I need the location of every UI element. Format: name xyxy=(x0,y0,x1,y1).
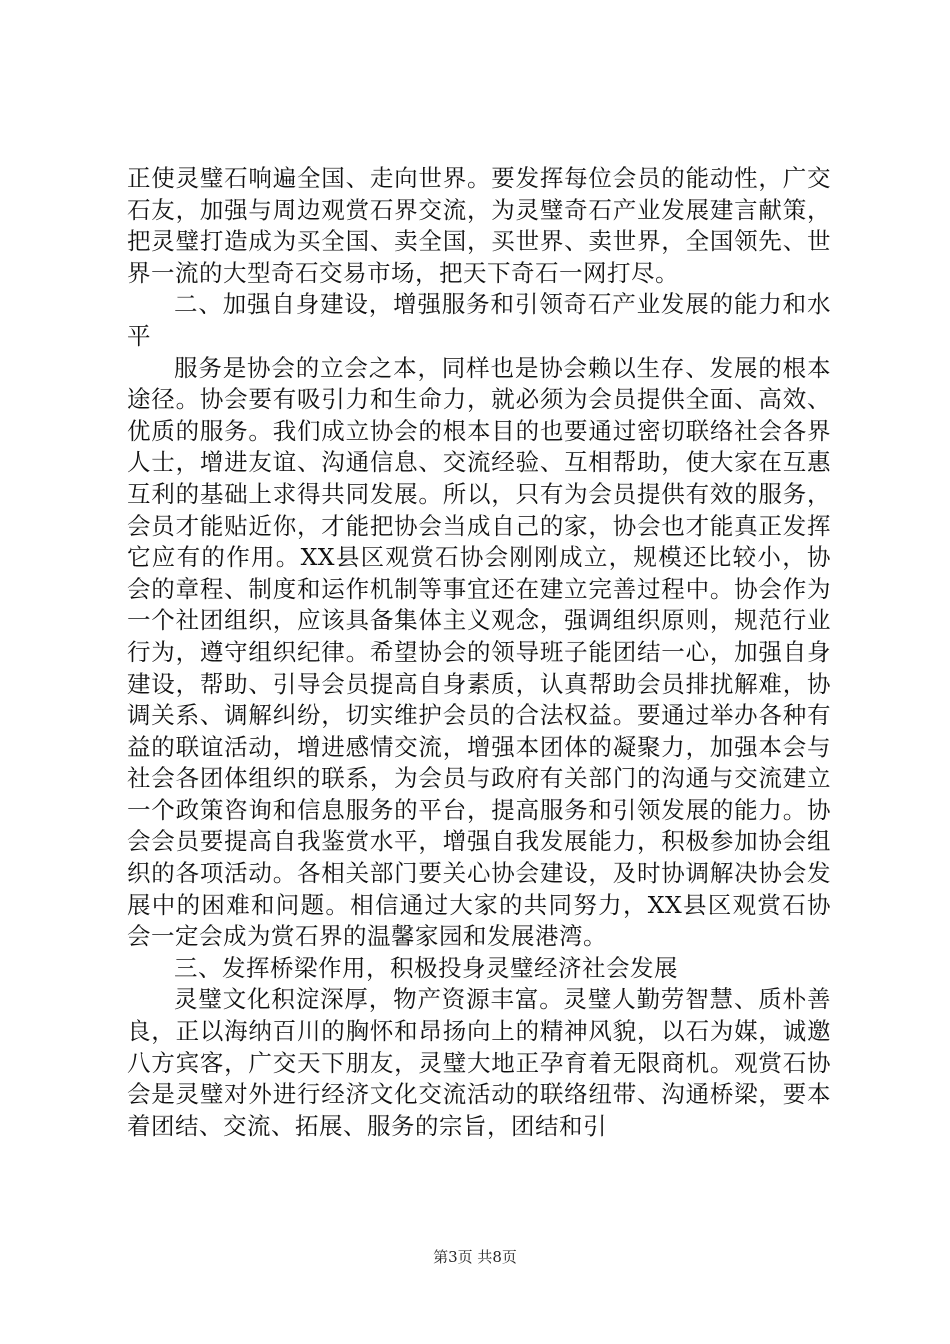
page-footer: 第3页 共8页 xyxy=(433,1248,517,1266)
body-paragraph: 灵璧文化积淀深厚，物产资源丰富。灵璧人勤劳智慧、质朴善良，正以海纳百川的胸怀和昂扬向上的精神风貌，以石为媒，诚邀八方宾客，广交天下朋友，灵璧大地正孕育着无限商机。观赏石协会是灵璧对外进行经济文化交流活动的联络纽带、沟通桥梁，要本着团结、交流、拓展、服务的宗旨，团结和引 xyxy=(127,985,831,1140)
section-heading: 二、加强自身建设，增强服务和引领奇石产业发展的能力和水平 xyxy=(127,290,831,350)
section-heading: 三、发挥桥梁作用，积极投身灵璧经济社会发展 xyxy=(174,953,678,982)
document-body xyxy=(127,163,831,1142)
body-paragraph: 正使灵璧石响遍全国、走向世界。要发挥每位会员的能动性，广交石友，加强与周边观赏石界交流，为灵璧奇石产业发展建言献策，把灵璧打造成为买全国、卖全国，买世界、卖世界，全国领先、世界一流的大型奇石交易市场，把天下奇石一网打尽。 xyxy=(127,164,831,287)
body-paragraph: 服务是协会的立会之本，同样也是协会赖以生存、发展的根本途径。协会要有吸引力和生命力，就必须为会员提供全面、高效、优质的服务。我们成立协会的根本目的也要通过密切联络社会各界人士，增进友谊、沟通信息、交流经验、互相帮助，使大家在互惠互利的基础上求得共同发展。所以，只有为会员提供有效的服务，会员才能贴近你，才能把协会当成自己的家，协会也才能真正发挥它应有的作用。XX县区观赏石协会刚刚成立，规模还比较小，协会的章程、制度和运作机制等事宜还在建立完善过程中。协会作为一个社团组织，应该具备集体主义观念，强调组织原则，规范行业行为，遵守组织纪律。希望协会的领导班子能团结一心，加强自身建设，帮助、引导会员提高自身素质，认真帮助会员排扰解难，协调关系、调解纠纷，切实维护会员的合法权益。要通过举办各种有益的联谊活动，增进感情交流，增强本团体的凝聚力，加强本会与社会各团体组织的联系，为会员与政府有关部门的沟通与交流建立一个政策咨询和信息服务的平台，提高服务和引领发展的能力。协会会员要提高自我鉴赏水平，增强自我发展能力，积极参加协会组织的各项活动。各相关部门要关心协会建设，及时协调解决协会发展中的困难和问题。相信通过大家的共同努力，XX县区观赏石协会一定会成为赏石界的温馨家园和发展港湾。 xyxy=(127,353,831,951)
